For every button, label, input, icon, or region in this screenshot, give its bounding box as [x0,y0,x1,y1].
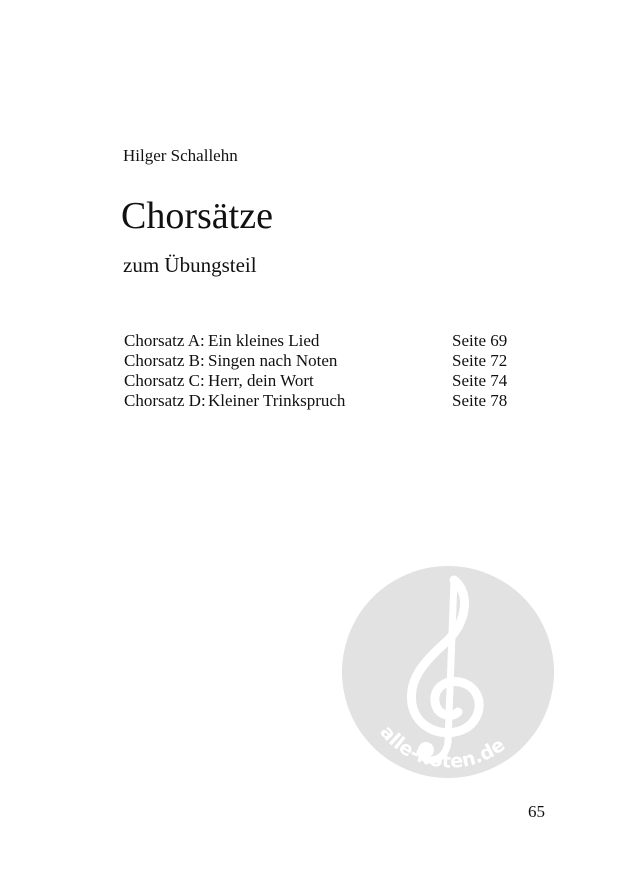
toc-entry-title: Singen nach Noten [208,351,338,370]
toc-entry-title: Herr, dein Wort [208,371,314,390]
toc-entry-c [124,371,514,391]
toc-entry-label: Chorsatz B: [124,351,205,370]
treble-clef-icon [342,566,554,778]
toc-entry-b [124,351,514,371]
watermark-logo [342,566,554,778]
table-of-contents [124,331,514,411]
author-name: Hilger Schallehn [123,146,238,165]
toc-entry-page: Seite 78 [452,391,508,410]
watermark-text: alle-noten.de [375,721,510,773]
document-title: Chorsätze [121,195,273,237]
toc-entry-d [124,391,514,411]
toc-entry-title: Kleiner Trinkspruch [208,391,346,410]
toc-entry-title: Ein kleines Lied [208,331,320,350]
toc-entry-label: Chorsatz D: [124,391,206,410]
toc-entry-page: Seite 74 [452,371,508,390]
toc-entry-label: Chorsatz A: [124,331,205,350]
toc-entry-label: Chorsatz C: [124,371,205,390]
toc-entry-page: Seite 69 [452,331,508,350]
page-number: 65 [528,802,545,821]
document-subtitle: zum Übungsteil [123,253,257,277]
toc-entry-page: Seite 72 [452,351,508,370]
toc-entry-a [124,331,514,351]
